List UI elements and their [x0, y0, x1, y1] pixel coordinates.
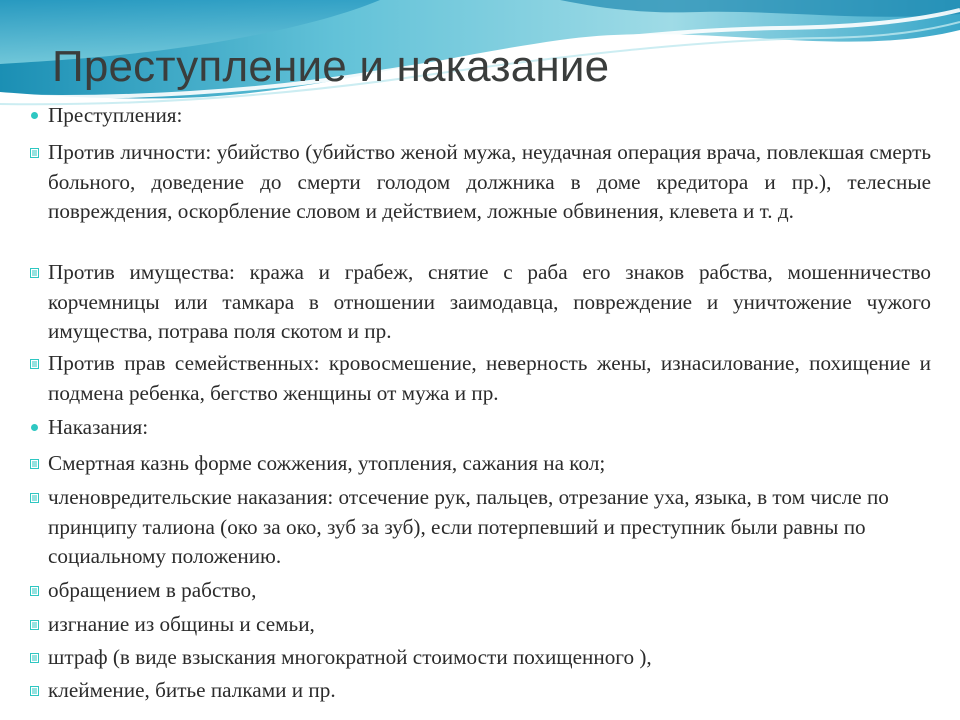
square-icon [30, 586, 39, 596]
list-item-crimes-property [48, 258, 931, 347]
list-item-punishments-heading [48, 413, 931, 443]
dot-icon [31, 112, 38, 119]
list-item-branding [48, 676, 931, 706]
dot-icon [31, 424, 38, 431]
list-item-crimes-heading [48, 101, 931, 131]
square-icon [30, 620, 39, 630]
list-item-text: Против личности: убийство (убийство женой мужа, неудачная операция врача, повлекшая смерть больного, доведение до смерти голодом должника в доме кредитора и пр.), телесные повреждения, оскорбление словом и действием, ложные обвинения, клевета и т. д. [48, 140, 931, 223]
list-item-text: обращением в рабство, [48, 578, 257, 602]
list-item-slavery [48, 576, 931, 606]
list-item-exile [48, 610, 931, 640]
list-item-text: Наказания: [48, 415, 149, 439]
list-item-death-penalty [48, 449, 931, 479]
list-item-mutilation [48, 483, 918, 572]
square-icon [30, 653, 39, 663]
list-item-text: клеймение, битье палками и пр. [48, 678, 336, 702]
square-icon [30, 686, 39, 696]
square-icon [30, 493, 39, 503]
list-item-text: Смертная казнь форме сожжения, утопления, сажания на кол; [48, 451, 606, 475]
list-item-text: членовредительские наказания: отсечение рук, пальцев, отрезание уха, языка, в том числе по принципу талиона (око за око, зуб за зуб), если потерпевший и преступник были равны по социальному положению. [48, 485, 889, 568]
list-item-crimes-family [48, 349, 931, 408]
slide-title: Преступление и наказание [52, 42, 610, 91]
list-item-text: штраф (в виде взыскания многократной стоимости похищенного ), [48, 645, 652, 669]
list-item-text: изгнание из общины и семьи, [48, 612, 315, 636]
list-item-text: Против прав семейственных: кровосмешение, неверность жены, изнасилование, похищение и подмена ребенка, бегство женщины от мужа и пр. [48, 351, 931, 405]
square-icon [30, 268, 39, 278]
list-item-text: Преступления: [48, 103, 183, 127]
square-icon [30, 459, 39, 469]
list-item-text: Против имущества: кража и грабеж, снятие с раба его знаков рабства, мошенничество корчемницы или тамкара в отношении заимодавца, повреждение и уничтожение чужого имущества, потрава поля скотом и пр. [48, 260, 931, 343]
list-item-fine [48, 643, 931, 673]
square-icon [30, 359, 39, 369]
square-icon [30, 148, 39, 158]
list-item-crimes-person [48, 138, 931, 227]
